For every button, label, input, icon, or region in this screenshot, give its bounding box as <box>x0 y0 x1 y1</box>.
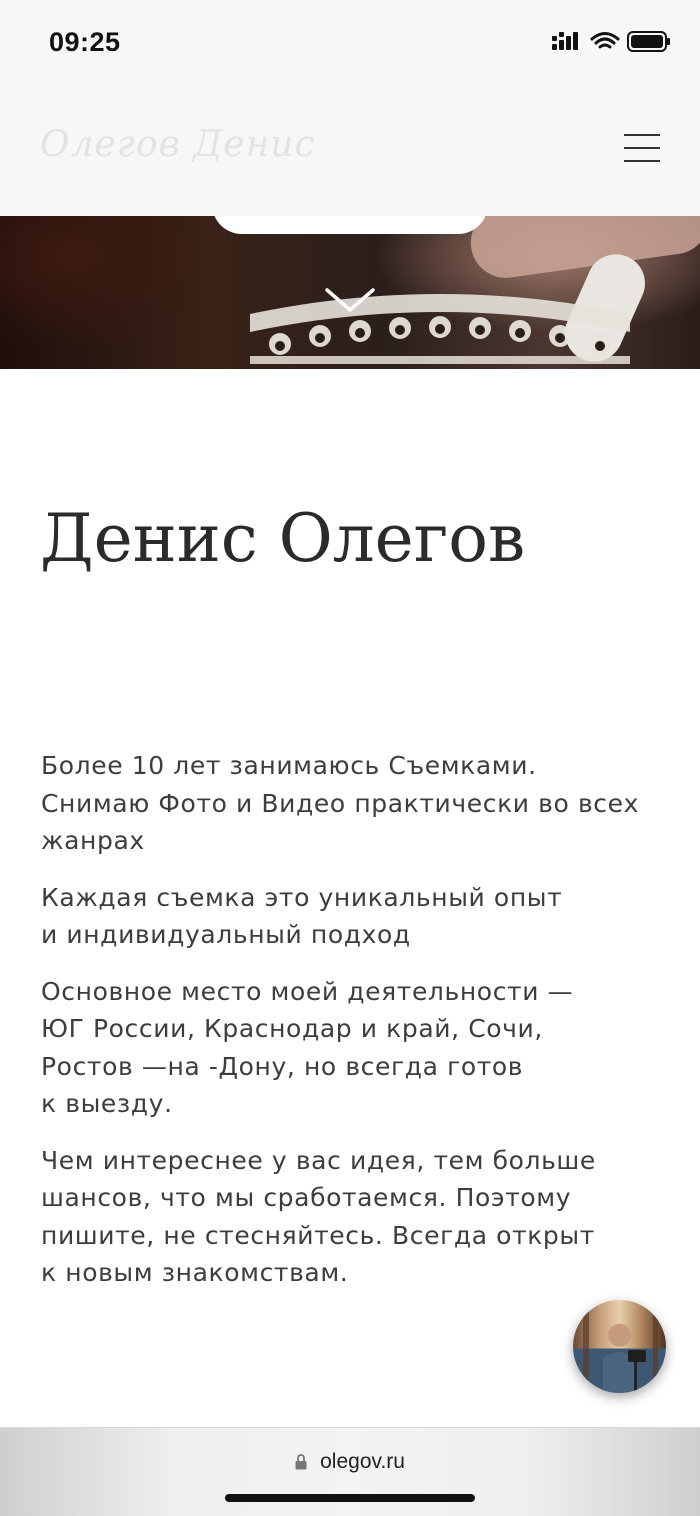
url-text: olegov.ru <box>320 1450 405 1473</box>
hamburger-menu-icon[interactable] <box>624 134 660 164</box>
bio-text <box>41 747 671 1311</box>
chevron-down-icon[interactable] <box>325 286 375 316</box>
photographer-avatar[interactable] <box>573 1300 666 1393</box>
bio-paragraph: Каждая съемка это уникальный опыт и индивидуальный подход <box>41 882 563 949</box>
status-time: 09:25 <box>49 27 121 57</box>
bio-paragraph: Чем интереснее у вас идея, тем больше шансов, что мы сработаемся. Поэтому пишите, не стесняйтесь. Всегда открыт к новым знакомствам. <box>41 1145 596 1287</box>
page-title: Денис Олегов <box>40 500 526 577</box>
bio-paragraph: Более 10 лет занимаюсь Съемками. Снимаю Фото и Видео практически во всех жанрах <box>41 751 640 855</box>
lock-icon <box>295 1454 307 1470</box>
bio-paragraph: Основное место моей деятельности — ЮГ России, Краснодар и край, Сочи, Ростов —на -Дону, но всегда готов к выезду. <box>41 976 574 1118</box>
hero-photo-hand <box>466 216 700 282</box>
avatar-figure <box>573 1300 666 1393</box>
address-field[interactable] <box>0 1450 700 1474</box>
hero-image <box>0 216 700 369</box>
browser-address-bar <box>0 1427 700 1516</box>
hero-white-pill <box>212 216 488 234</box>
status-bar <box>0 0 700 80</box>
battery-icon <box>628 32 670 51</box>
hero-photo-lace <box>250 274 630 369</box>
system-status-icons <box>552 30 670 54</box>
site-header <box>0 80 700 216</box>
home-indicator[interactable] <box>225 1494 475 1502</box>
signal-icon <box>552 32 578 50</box>
site-logo[interactable]: Олегов Денис <box>40 124 316 165</box>
wifi-icon <box>592 34 618 48</box>
